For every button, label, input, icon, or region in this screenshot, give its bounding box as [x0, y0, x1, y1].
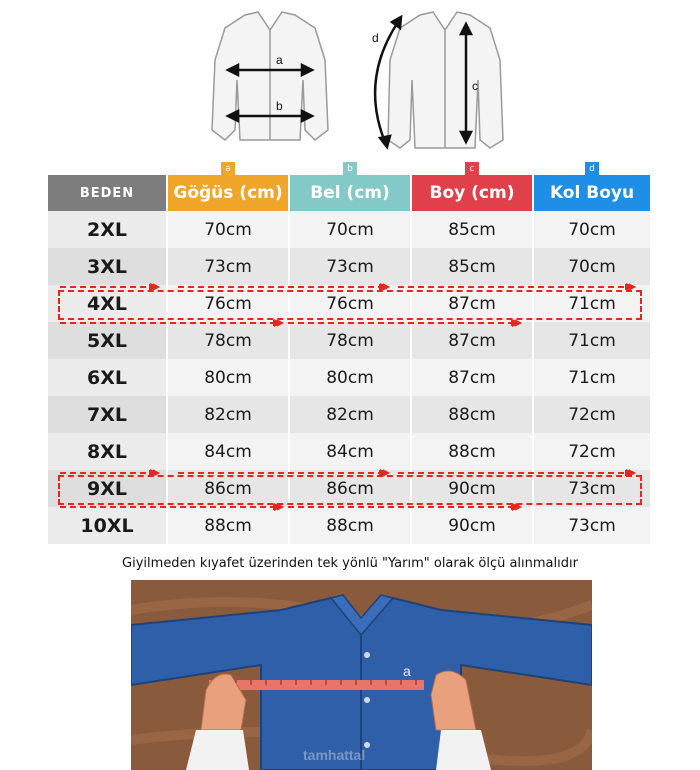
size-chart-table — [48, 164, 650, 544]
chest-cell: 76cm — [168, 285, 288, 322]
header-tag-a: a — [221, 162, 235, 176]
length-cell: 90cm — [412, 470, 532, 507]
header-tag-b: b — [343, 162, 357, 176]
measuring-tape — [209, 680, 424, 690]
chest-cell: 80cm — [168, 359, 288, 396]
left-sleeve-cuff — [186, 730, 249, 770]
waist-cell: 86cm — [290, 470, 410, 507]
size-cell: 3XL — [48, 248, 166, 285]
length-cell: 88cm — [412, 433, 532, 470]
waist-cell: 80cm — [290, 359, 410, 396]
size-cell: 10XL — [48, 507, 166, 544]
shirt-measurement-diagrams — [0, 0, 700, 165]
length-cell: 88cm — [412, 396, 532, 433]
waist-cell: 73cm — [290, 248, 410, 285]
sleeve-cell: 70cm — [534, 248, 650, 285]
waist-cell: 76cm — [290, 285, 410, 322]
sleeve-cell: 72cm — [534, 396, 650, 433]
shirt-front-diagram — [212, 12, 328, 140]
length-cell: 85cm — [412, 211, 532, 248]
header-chest — [168, 164, 288, 211]
size-cell: 7XL — [48, 396, 166, 433]
chest-cell: 82cm — [168, 396, 288, 433]
header-waist-label: Bel (cm) — [310, 183, 390, 203]
shirt-point-label: a — [403, 663, 411, 679]
sleeve-cell: 73cm — [534, 507, 650, 544]
chest-cell: 73cm — [168, 248, 288, 285]
length-cell: 85cm — [412, 248, 532, 285]
size-cell: 9XL — [48, 470, 166, 507]
header-sleeve-label: Kol Boyu — [549, 183, 635, 203]
measuring-shirt-illustration — [131, 580, 592, 770]
size-cell: 6XL — [48, 359, 166, 396]
header-waist — [290, 164, 410, 211]
label-b: b — [276, 99, 283, 113]
label-c: c — [472, 79, 478, 93]
highlight-arrows — [48, 211, 650, 551]
size-cell: 2XL — [48, 211, 166, 248]
chest-cell: 88cm — [168, 507, 288, 544]
shirt-button — [364, 652, 370, 658]
length-cell: 87cm — [412, 359, 532, 396]
shirt-button — [364, 697, 370, 703]
header-chest-label: Göğüs (cm) — [173, 183, 283, 203]
sleeve-cell: 73cm — [534, 470, 650, 507]
waist-cell: 84cm — [290, 433, 410, 470]
header-length — [412, 164, 532, 211]
waist-cell: 82cm — [290, 396, 410, 433]
chest-cell: 84cm — [168, 433, 288, 470]
sleeve-cell: 71cm — [534, 285, 650, 322]
table-body — [48, 211, 650, 544]
size-cell: 5XL — [48, 322, 166, 359]
waist-cell: 70cm — [290, 211, 410, 248]
table-header-row — [48, 164, 650, 211]
header-length-label: Boy (cm) — [429, 183, 515, 203]
length-cell: 87cm — [412, 285, 532, 322]
chest-cell: 78cm — [168, 322, 288, 359]
measurement-instruction-caption: Giyilmeden kıyafet üzerinden tek yönlü "Yarım" olarak ölçü alınmalıdır — [122, 556, 578, 571]
waist-cell: 78cm — [290, 322, 410, 359]
label-a: a — [276, 53, 283, 67]
header-sleeve — [534, 164, 650, 211]
shirt-side-diagram — [388, 12, 503, 148]
sleeve-cell: 70cm — [534, 211, 650, 248]
header-tag-c: c — [465, 162, 479, 176]
sleeve-cell: 71cm — [534, 359, 650, 396]
size-cell: 4XL — [48, 285, 166, 322]
chest-cell: 70cm — [168, 211, 288, 248]
length-cell: 87cm — [412, 322, 532, 359]
label-d: d — [372, 31, 379, 45]
sleeve-cell: 71cm — [534, 322, 650, 359]
waist-cell: 88cm — [290, 507, 410, 544]
header-size: BEDEN — [48, 175, 166, 211]
sleeve-cell: 72cm — [534, 433, 650, 470]
header-tag-d: d — [585, 162, 599, 176]
size-cell: 8XL — [48, 433, 166, 470]
watermark: tamhattal — [303, 747, 366, 763]
chest-cell: 86cm — [168, 470, 288, 507]
length-cell: 90cm — [412, 507, 532, 544]
